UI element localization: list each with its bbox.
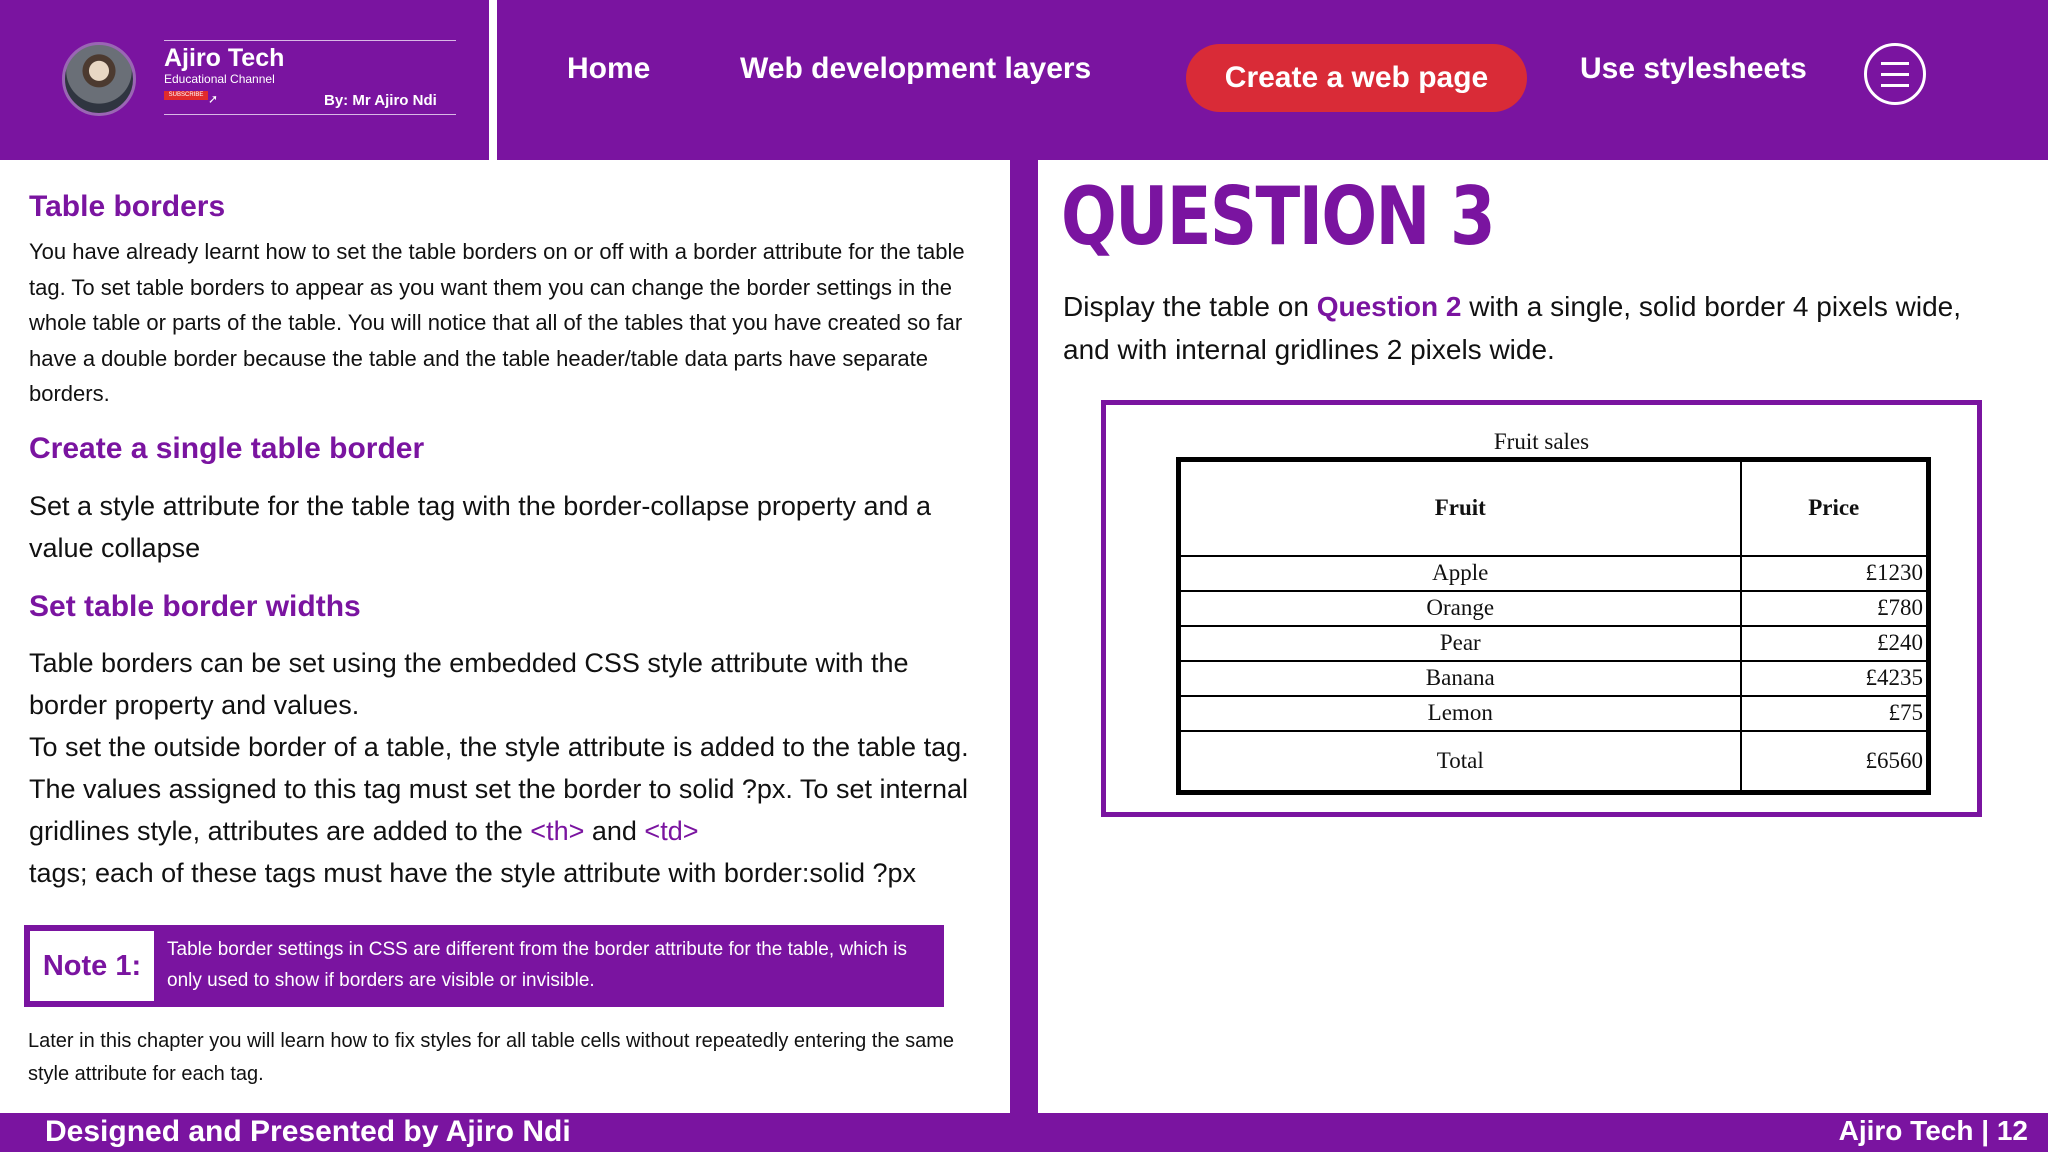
question-text-part: with a single, solid border 4 pixels wide, and with internal gridlines 2 pixels wide. [1063, 291, 1962, 365]
question-text [1063, 285, 2003, 371]
heading-border-widths: Set table border widths [29, 590, 361, 623]
fruit-cell: Apple [1179, 556, 1741, 591]
table-row [1179, 661, 1929, 696]
price-cell: £75 [1741, 696, 1929, 731]
brand-divider [164, 40, 456, 41]
paragraph-outside-border [29, 726, 969, 894]
paragraph-later: Later in this chapter you will learn how to fix styles for all table cells without repeatedly entering the same style attribute for each tag. [28, 1030, 955, 1085]
column-divider [1010, 160, 1038, 1113]
price-cell: £780 [1741, 591, 1929, 626]
footer-bar [0, 1113, 2048, 1152]
table-header-row [1179, 460, 1929, 556]
top-bar [0, 0, 2048, 160]
fruit-cell: Orange [1179, 591, 1741, 626]
fruit-cell: Banana [1179, 661, 1741, 696]
column-header: Price [1741, 460, 1929, 556]
table-caption: Fruit sales [1493, 429, 1590, 454]
avatar [62, 42, 136, 116]
nav-create-web-page[interactable]: Create a web page [1186, 44, 1527, 112]
brand-logo[interactable] [62, 38, 457, 118]
example-table-figure [1101, 400, 1982, 817]
table-row [1179, 591, 1929, 626]
fruit-sales-table [1176, 457, 1931, 795]
subscribe-badge: SUBSCRIBE [164, 91, 208, 100]
brand-byline: By: Mr Ajiro Ndi [324, 92, 437, 109]
question-text-part: Display the table on [1063, 291, 1317, 322]
code-th: <th> [530, 816, 585, 846]
note-box [24, 925, 944, 1007]
note-label: Note 1: [30, 931, 154, 1001]
nav-web-development-layers[interactable]: Web development layers [740, 52, 1092, 85]
paragraph-table-borders: You have already learnt how to set the table borders on or off with a border attribute for the table tag. To set table borders to appear as you want them you can change the border settings in the whole table or parts of the table. You will notice that all of the tables that you have created so far have a double border because the table and the table header/table data parts have separate borders. [29, 239, 965, 406]
cursor-icon: ➚ [208, 92, 219, 106]
table-total-row [1179, 731, 1929, 793]
nav-use-stylesheets[interactable]: Use stylesheets [1580, 52, 1807, 85]
brand-name: Ajiro Tech [164, 44, 285, 72]
note-text: Table border settings in CSS are different from the border attribute for the table, which is only used to show if borders are visible or invisible. [167, 939, 907, 991]
question-title: QUESTION 3 [1061, 170, 1494, 263]
table-row [1179, 626, 1929, 661]
table-row [1179, 556, 1929, 591]
paragraph-single-border: Set a style attribute for the table tag with the border-collapse property and a value collapse [29, 491, 932, 563]
header-divider [489, 0, 497, 160]
table-row [1179, 696, 1929, 731]
total-value-cell: £6560 [1741, 731, 1929, 793]
total-label-cell: Total [1179, 731, 1741, 793]
paragraph-text: and [584, 816, 645, 846]
heading-single-border: Create a single table border [29, 432, 425, 465]
price-cell: £1230 [1741, 556, 1929, 591]
paragraph-text: tags; each of these tags must have the style attribute with border:solid ?px [29, 858, 916, 888]
hamburger-menu-icon[interactable] [1864, 43, 1926, 105]
nav-home[interactable]: Home [567, 52, 651, 85]
code-td: <td> [644, 816, 699, 846]
footer-page-number: Ajiro Tech | 12 [1838, 1115, 2028, 1146]
column-header: Fruit [1179, 460, 1741, 556]
brand-divider [164, 114, 456, 115]
paragraph-text: To set the outside border of a table, the style attribute is added to the table tag. The values assigned to this tag must set the border to solid ?px. To set internal gridlines style, attributes are added to the [29, 732, 969, 846]
heading-table-borders: Table borders [29, 190, 226, 223]
brand-subtitle: Educational Channel [164, 72, 275, 86]
question-reference: Question 2 [1316, 291, 1462, 322]
fruit-cell: Pear [1179, 626, 1741, 661]
footer-credit: Designed and Presented by Ajiro Ndi [45, 1115, 571, 1148]
paragraph-border-widths: Table borders can be set using the embedded CSS style attribute with the border property and values. [29, 648, 909, 720]
price-cell: £4235 [1741, 661, 1929, 696]
fruit-cell: Lemon [1179, 696, 1741, 731]
price-cell: £240 [1741, 626, 1929, 661]
